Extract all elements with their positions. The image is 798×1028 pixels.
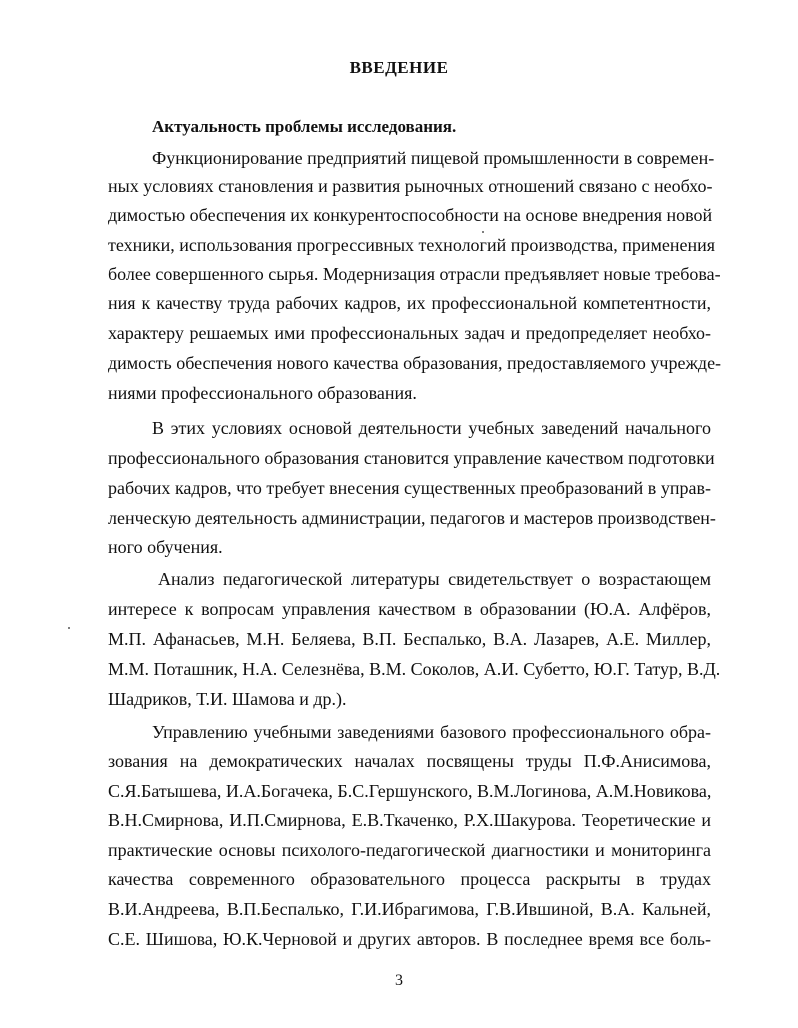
text-line: практические основы психолого-педагогической диагностики и мониторинга <box>108 840 711 860</box>
page-number: 3 <box>395 972 403 989</box>
text-line: С.Е. Шишова, Ю.К.Черновой и других авторов. В последнее время все боль- <box>108 929 711 949</box>
text-line: ленческую деятельность администрации, педагогов и мастеров производствен- <box>108 508 716 528</box>
scan-speck <box>68 627 70 629</box>
text-line: зования на демократических началах посвящены труды П.Ф.Анисимова, <box>108 751 711 771</box>
section-subheading: Актуальность проблемы исследования. <box>152 117 457 136</box>
text-line: Шадриков, Т.И. Шамова и др.). <box>108 689 347 709</box>
text-line: техники, использования прогрессивных технологий производства, применения <box>108 235 716 255</box>
text-line: В.Н.Смирнова, И.П.Смирнова, Е.В.Ткаченко, Р.Х.Шакурова. Теоретические и <box>108 810 711 830</box>
scan-speck <box>482 231 484 233</box>
text-line: профессионального образования становится управление качеством подготовки <box>108 448 715 468</box>
text-line: более совершенного сырья. Модернизация отрасли предъявляет новые требова- <box>108 264 721 284</box>
text-line: ния к качеству труда рабочих кадров, их профессиональной компетентности, <box>108 293 711 313</box>
text-line: В этих условиях основой деятельности учебных заведений начального <box>152 418 711 438</box>
text-line: Функционирование предприятий пищевой промышленности в современ- <box>152 148 715 168</box>
text-line: димость обеспечения нового качества образования, предоставляемого учрежде- <box>108 353 722 373</box>
text-line: ного обучения. <box>108 537 223 557</box>
text-line: М.П. Афанасьев, М.Н. Беляева, В.П. Беспалько, В.А. Лазарев, А.Е. Миллер, <box>108 629 711 649</box>
text-line: качества современного образовательного процесса раскрыты в трудах <box>108 869 711 889</box>
text-line: Анализ педагогической литературы свидетельствует о возрастающем <box>158 569 711 589</box>
text-line: интересе к вопросам управления качеством в образовании (Ю.А. Алфёров, <box>108 599 711 619</box>
text-line: М.М. Поташник, Н.А. Селезнёва, В.М. Соколов, А.И. Субетто, Ю.Г. Татур, В.Д. <box>108 659 721 679</box>
text-line: рабочих кадров, что требует внесения существенных преобразований в управ- <box>108 478 711 498</box>
text-line: димостью обеспечения их конкурентоспособности на основе внедрения новой <box>108 205 713 225</box>
page-heading: ВВЕДЕНИЕ <box>349 58 449 77</box>
text-line: Управлению учебными заведениями базового профессионального обра- <box>152 722 711 742</box>
text-line: ниями профессионального образования. <box>108 383 417 403</box>
text-line: ных условиях становления и развития рыночных отношений связано с необхо- <box>108 176 713 196</box>
text-line: С.Я.Батышева, И.А.Богачека, Б.С.Гершунского, В.М.Логинова, А.М.Новикова, <box>108 781 712 801</box>
text-line: характеру решаемых ими профессиональных задач и предопределяет необхо- <box>108 323 711 343</box>
text-line: В.И.Андреева, В.П.Беспалько, Г.И.Ибрагимова, Г.В.Ившиной, В.А. Кальней, <box>108 899 711 919</box>
